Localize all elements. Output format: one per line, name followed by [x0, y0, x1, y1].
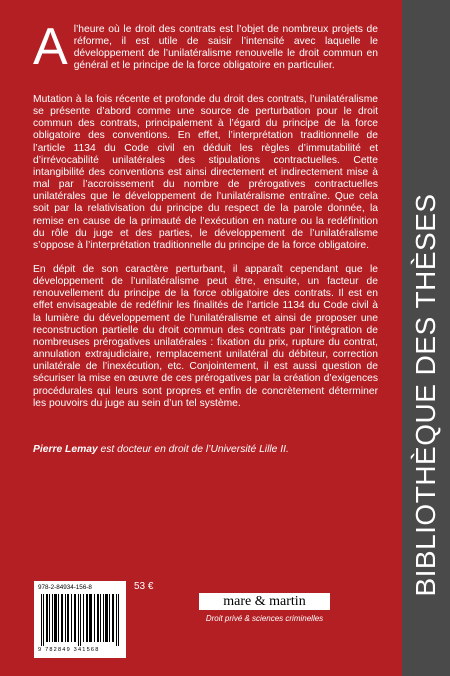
- barcode-bars: [41, 594, 119, 646]
- barcode: [34, 581, 126, 658]
- author-line: [33, 444, 378, 455]
- series-title: BIBLIOTHÈQUE DES THÈSES: [410, 193, 441, 597]
- publisher-collection: Droit privé & sciences criminelles: [205, 614, 324, 623]
- series-side-band: [402, 0, 450, 676]
- barcode-isbn: 978-2-84934-156-8: [38, 584, 92, 591]
- publisher-logo: mare & martin: [199, 593, 330, 610]
- author-name: Pierre Lemay: [33, 444, 98, 455]
- barcode-digits: 9 782849 341568: [38, 647, 100, 653]
- paragraph-3: En dépit de son caractère perturbant, il apparaît cependant que le développement de l’unilatéralisme peut être, ensuite, un facteur de renouvellement du principe de la force obligatoire des contrats. Il est en effet envisageable de redéfinir les finalités de l’article 1134 du Code civil à la lumière du développement de l’unilatéralisme et ainsi de proposer une reconstruction partielle du droit commun des contrats par l’intégration de nombreuses prérogatives unilatérales : fixation du prix, rupture du contrat, annulation extrajudiciaire, remplacement unilatéral du débiteur, correction unilatérale de l’inexécution, etc. Conjointement, il est aussi question de sécuriser la mise en œuvre de ces prérogatives par la création d’exigences procédurales qui leurs sont propres et enfin de concrètement déterminer les pouvoirs du juge au sein d’un tel système.: [33, 264, 378, 409]
- drop-cap: A: [33, 18, 68, 76]
- intro-text: l’heure où le droit des contrats est l’objet de nombreux projets de réforme, il est utile de saisir l’intensité avec laquelle le développement de l’unilatéralisme renouvelle le droit commun en général et le principe de la force obligatoire en particulier.: [73, 24, 378, 72]
- author-bio: est docteur en droit de l’Université Lille II.: [97, 444, 289, 455]
- price: 53 €: [134, 581, 154, 592]
- intro-paragraph: [33, 18, 378, 76]
- paragraph-2: Mutation à la fois récente et profonde du droit des contrats, l’unilatéralisme se présente d’abord comme une source de perturbation pour le droit commun des contrats, principalement à l’égard du principe de la force obligatoire des conventions. En effet, l’interprétation traditionnelle de l’article 1134 du Code civil en déduit les règles d’immutabilité et d’irrévocabilité unilatérales des stipulations contractuelles. Cette intangibilité des conventions est ainsi directement et indirectement mise à mal par l’accroissement du nombre de prérogatives contractuelles unilatérales que le développement de l’unilatéralisme entraîne. Que cela soit par la relativisation du principe du respect de la parole donnée, la remise en cause de la primauté de l’exécution en nature ou la redéfinition du rôle du juge et des parties, le développement de l’unilatéralisme s’oppose à l’interprétation traditionnelle du principe de la force obligatoire.: [33, 94, 378, 251]
